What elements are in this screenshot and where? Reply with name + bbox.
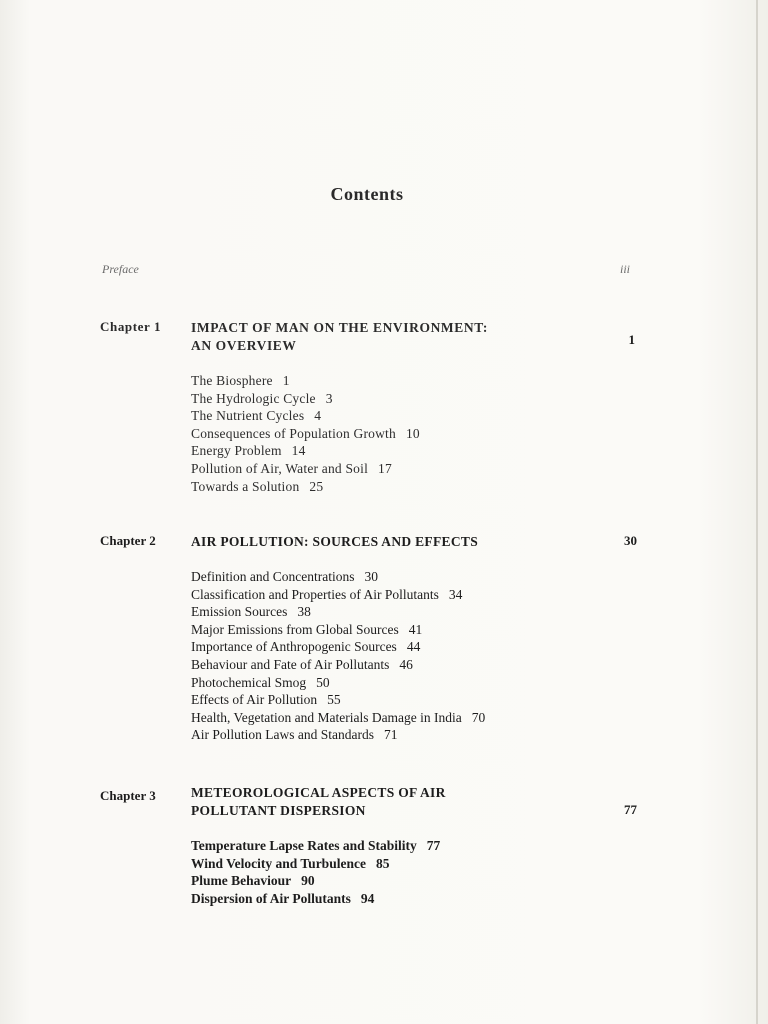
chapter-title-line: AIR POLLUTION: SOURCES AND EFFECTS <box>191 534 478 549</box>
chapter-title <box>191 784 591 820</box>
chapter-title-line: IMPACT OF MAN ON THE ENVIRONMENT: <box>191 320 488 335</box>
section-item: Plume Behaviour 90 <box>191 873 315 889</box>
page-edge <box>756 0 758 1024</box>
chapter-title <box>191 533 591 551</box>
section-list <box>191 568 485 744</box>
section-list <box>191 837 440 907</box>
section-list <box>191 372 420 495</box>
section-item: Pollution of Air, Water and Soil 17 <box>191 460 392 476</box>
section-item: Towards a Solution 25 <box>191 478 324 494</box>
section-item: Major Emissions from Global Sources 41 <box>191 621 423 637</box>
chapter-page-number: 77 <box>624 802 637 817</box>
chapter-title <box>191 319 591 355</box>
chapter-label: Chapter 1 <box>100 319 162 334</box>
section-item: Emission Sources 38 <box>191 604 311 620</box>
chapter-label: Chapter 3 <box>100 788 156 803</box>
chapter-page-number: 1 <box>628 332 635 347</box>
section-item: Classification and Properties of Air Pollutants 34 <box>191 586 463 602</box>
section-item: The Nutrient Cycles 4 <box>191 408 322 424</box>
chapter-title-line: POLLUTANT DISPERSION <box>191 803 366 818</box>
chapter-title-line: AN OVERVIEW <box>191 338 297 353</box>
section-item: Consequences of Population Growth 10 <box>191 425 420 441</box>
chapter-title-line: METEOROLOGICAL ASPECTS OF AIR <box>191 785 446 800</box>
chapter-label: Chapter 2 <box>100 533 156 548</box>
chapter-page-number: 30 <box>624 533 637 548</box>
section-item: Temperature Lapse Rates and Stability 77 <box>191 838 441 853</box>
section-item: Photochemical Smog 50 <box>191 674 330 690</box>
page-title: Contents <box>330 184 404 204</box>
section-item: Behaviour and Fate of Air Pollutants 46 <box>191 656 413 672</box>
section-item: Importance of Anthropogenic Sources 44 <box>191 639 421 655</box>
section-item: Energy Problem 14 <box>191 443 306 459</box>
section-item: Air Pollution Laws and Standards 71 <box>191 727 398 743</box>
section-item: Dispersion of Air Pollutants 94 <box>191 890 375 906</box>
section-item: Wind Velocity and Turbulence 85 <box>191 855 390 871</box>
section-item: The Hydrologic Cycle 3 <box>191 390 333 406</box>
section-item: Health, Vegetation and Materials Damage in India 70 <box>191 709 486 725</box>
preface-label: Preface <box>102 262 139 276</box>
preface-page-number: iii <box>620 262 631 276</box>
section-item: The Biosphere 1 <box>191 373 290 388</box>
section-item: Definition and Concentrations 30 <box>191 569 378 584</box>
section-item: Effects of Air Pollution 55 <box>191 692 341 708</box>
